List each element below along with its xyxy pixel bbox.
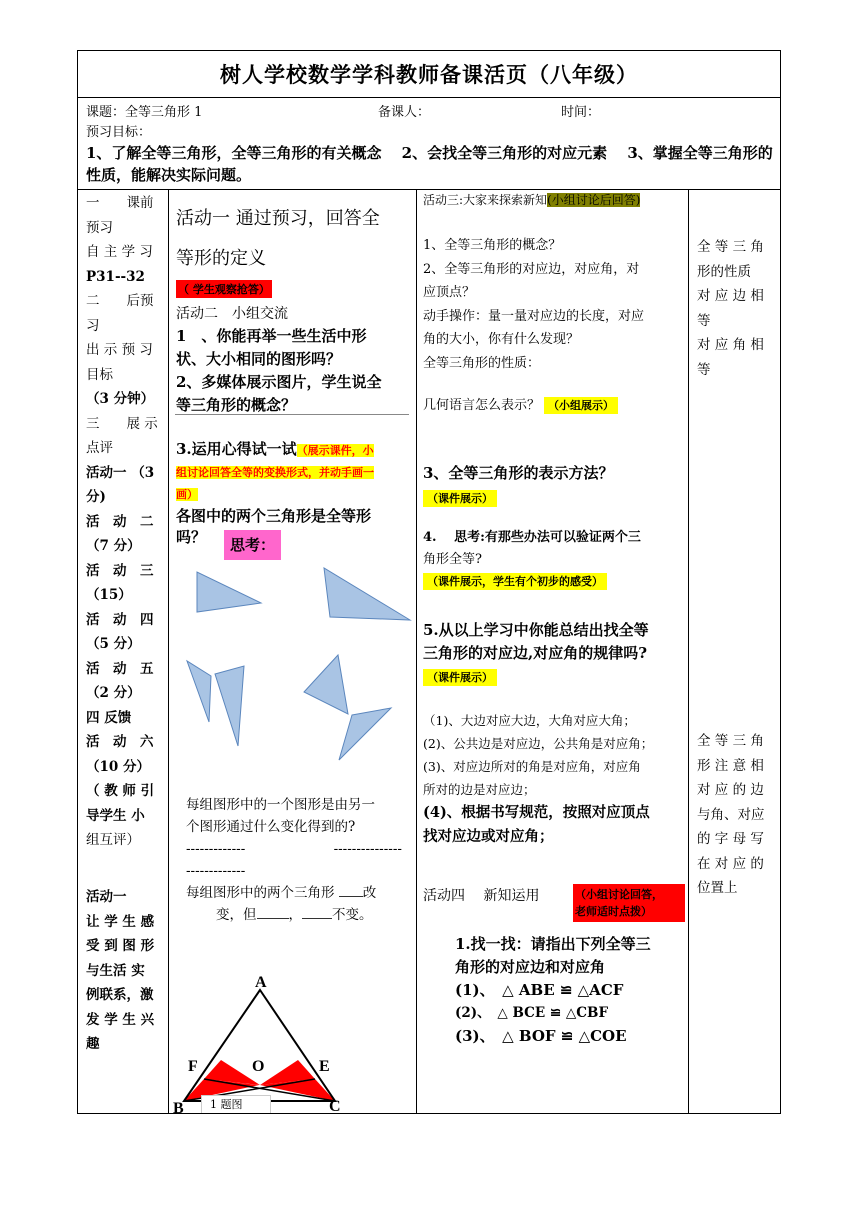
blank-change[interactable] (339, 896, 363, 897)
divider (175, 414, 409, 415)
preparer: 备课人： (378, 105, 431, 120)
triangle-1b (324, 568, 410, 620)
line: 导学生 小 (86, 807, 145, 824)
line: 组互评） (86, 832, 140, 848)
change-question: 每组图形中的一个图形是由另一 个图形通过什么变化得到的? ------------- --------------- ------------- 每组图形中的两个三角形 改 变，但 ， 不变。 (186, 797, 402, 923)
line: 活 动 四 (86, 611, 154, 628)
line: 形 注 意 相 (697, 757, 764, 774)
line: 习 (86, 317, 100, 334)
label-e: E (319, 1058, 330, 1075)
line: 趣 (86, 1036, 100, 1052)
line: 一 课前 (86, 195, 154, 211)
line: 四 反馈 (86, 709, 132, 726)
explore-column (417, 189, 689, 1113)
line: 活 动 六 (86, 734, 154, 750)
line: P31--32 (86, 268, 145, 285)
activity-four-title: 活动四 新知运用 (423, 888, 540, 904)
line: 三 展 示 (86, 415, 158, 432)
triangle-2b (215, 666, 244, 746)
line: 等 (697, 312, 711, 329)
line: 全 等 三 角 (697, 733, 764, 749)
triangle-pairs-figure (169, 549, 417, 799)
line: 对 应 边 相 (697, 288, 764, 304)
lesson-plan-sheet (77, 50, 781, 1114)
goals-label: 预习目标： (86, 125, 152, 140)
line: 的 字 母 写 (697, 831, 764, 847)
label-o: O (252, 1058, 265, 1075)
topic: 课题：全等三角形 1 (86, 105, 203, 120)
rule-question: 5.从以上学习中你能总结出找全等 三角形的对应边,对应角的规律吗? （课件展示） (423, 621, 649, 684)
label-b: B (173, 1100, 184, 1113)
question-three-text: 各图中的两个三角形是全等形 吗？ (176, 507, 372, 546)
line: 分) (86, 489, 106, 505)
triangle-2a (187, 661, 211, 722)
lesson-info (78, 97, 780, 190)
blank-2[interactable] (302, 918, 332, 919)
verify-question: 4. 思考:有那些办法可以验证两个三 角形全等? （课件展示，学生有个初步的感受） (423, 530, 641, 588)
line: 让 学 生 感 (86, 913, 155, 930)
line: 目标 (86, 366, 113, 383)
triangle-3a (304, 655, 348, 714)
line: 与生活 实 (86, 962, 145, 979)
line: 出 示 预 习 (86, 342, 153, 358)
notation-question: 3、全等三角形的表示方法？ （课件展示） (423, 464, 614, 505)
figure-caption: 1 题图 (201, 1095, 271, 1113)
activity-three-title: 活动三:大家来探索新知(小组讨论后回答) (423, 193, 641, 207)
line: 例联系，激 (86, 987, 154, 1003)
label-c: C (329, 1098, 341, 1113)
line: 等 (697, 361, 711, 378)
blank-1[interactable] (257, 918, 289, 919)
triangle-abc-figure (169, 975, 417, 1113)
line: 受 到 图 形 (86, 938, 155, 954)
line: 与角、对应 (697, 806, 765, 823)
process-column (78, 189, 169, 1113)
question-one: 1 、你能再举一些生活中形 状、大小相同的图形吗？ 2、多媒体展示图片，学生说全 等三角形的概念？ (176, 327, 382, 414)
line: 二 后预 (86, 293, 154, 309)
think-box: 思考： (224, 530, 281, 560)
activity-one-note (86, 885, 162, 1057)
line: 点评 (86, 440, 113, 456)
activity-two-title: 活动二 小组交流 (176, 306, 288, 322)
activities-column (169, 189, 417, 1113)
line: （7 分） (86, 538, 141, 554)
line: （ 教 师 引 (86, 783, 155, 799)
line: （5 分） (86, 636, 141, 652)
page-title: 树人学校数学学科教师备课活页（八年级） (78, 51, 780, 98)
line: （3 分钟） (86, 391, 155, 407)
line: 形的性质 (697, 263, 751, 280)
property-notes (697, 235, 773, 382)
rules-list: （1)、大边对应大边，大角对应大角； (2)、公共边是对应边，公共角是对应角； (3)、对应边所对的角是对应角，对应角 所对的边是对应边； (4)、根据书写规范，按照对应顶点 找对应边或对应角； (423, 713, 654, 845)
line: （15） (86, 587, 132, 603)
line: 活动一 (86, 889, 127, 905)
activity-one-tag: （ 学生观察抢答） (176, 280, 272, 298)
activity-four-tag: （小组讨论回答， 老师适时点拨） (573, 884, 685, 922)
activity-one-title: 活动一 通过预习，回答全 等形的定义 (176, 208, 380, 269)
triangle-1a (197, 572, 261, 612)
line: 自 主 学 习 (86, 244, 153, 260)
triangle-3b (339, 708, 391, 760)
line: 在 对 应 的 (697, 855, 764, 872)
line: 对 应 角 相 (697, 337, 764, 353)
line: 发 学 生 兴 (86, 1011, 155, 1028)
line: 对 应 的 边 (697, 782, 764, 798)
geometric-language: 几何语言怎么表示？ （小组展示） (423, 394, 618, 413)
line: 活 动 三 (86, 562, 154, 579)
line: 活 动 五 (86, 660, 154, 677)
line: 位置上 (697, 880, 738, 896)
label-f: F (188, 1058, 198, 1075)
line: 活动一 （3 (86, 464, 155, 481)
time: 时间： (561, 105, 601, 120)
line: （10 分） (86, 758, 150, 775)
find-exercise: 1.找一找：请指出下列全等三 角形的对应边和对应角 (1)、 △ ABE ≌ △ACF (2)、 △ BCE ≌ △CBF (3)、 △ BOF ≌ △COE (455, 935, 651, 1045)
goals-text: 1、了解全等三角形，全等三角形的有关概念 2、会找全等三角形的对应元素 3、掌握全等三角形的性质，能解决实际问题。 (86, 144, 773, 184)
line: 活 动 二 (86, 513, 154, 530)
notes-column (689, 189, 780, 1113)
explore-questions: 1、全等三角形的概念？ 2、全等三角形的对应边，对应角，对 应顶点？ 动手操作：量一量对应边的长度，对应 角的大小，你有什么发现？ 全等三角形的性质： (423, 238, 645, 371)
line: （2 分） (86, 685, 141, 701)
question-three: 3.运用心得试一试（展示课件，小 组讨论回答全等的变换形式，并动手画一 画） (176, 440, 374, 501)
label-a: A (255, 975, 267, 991)
process-steps (86, 191, 162, 853)
line: 预习 (86, 219, 113, 236)
line: 全 等 三 角 (697, 239, 764, 255)
writing-notes (697, 729, 773, 901)
